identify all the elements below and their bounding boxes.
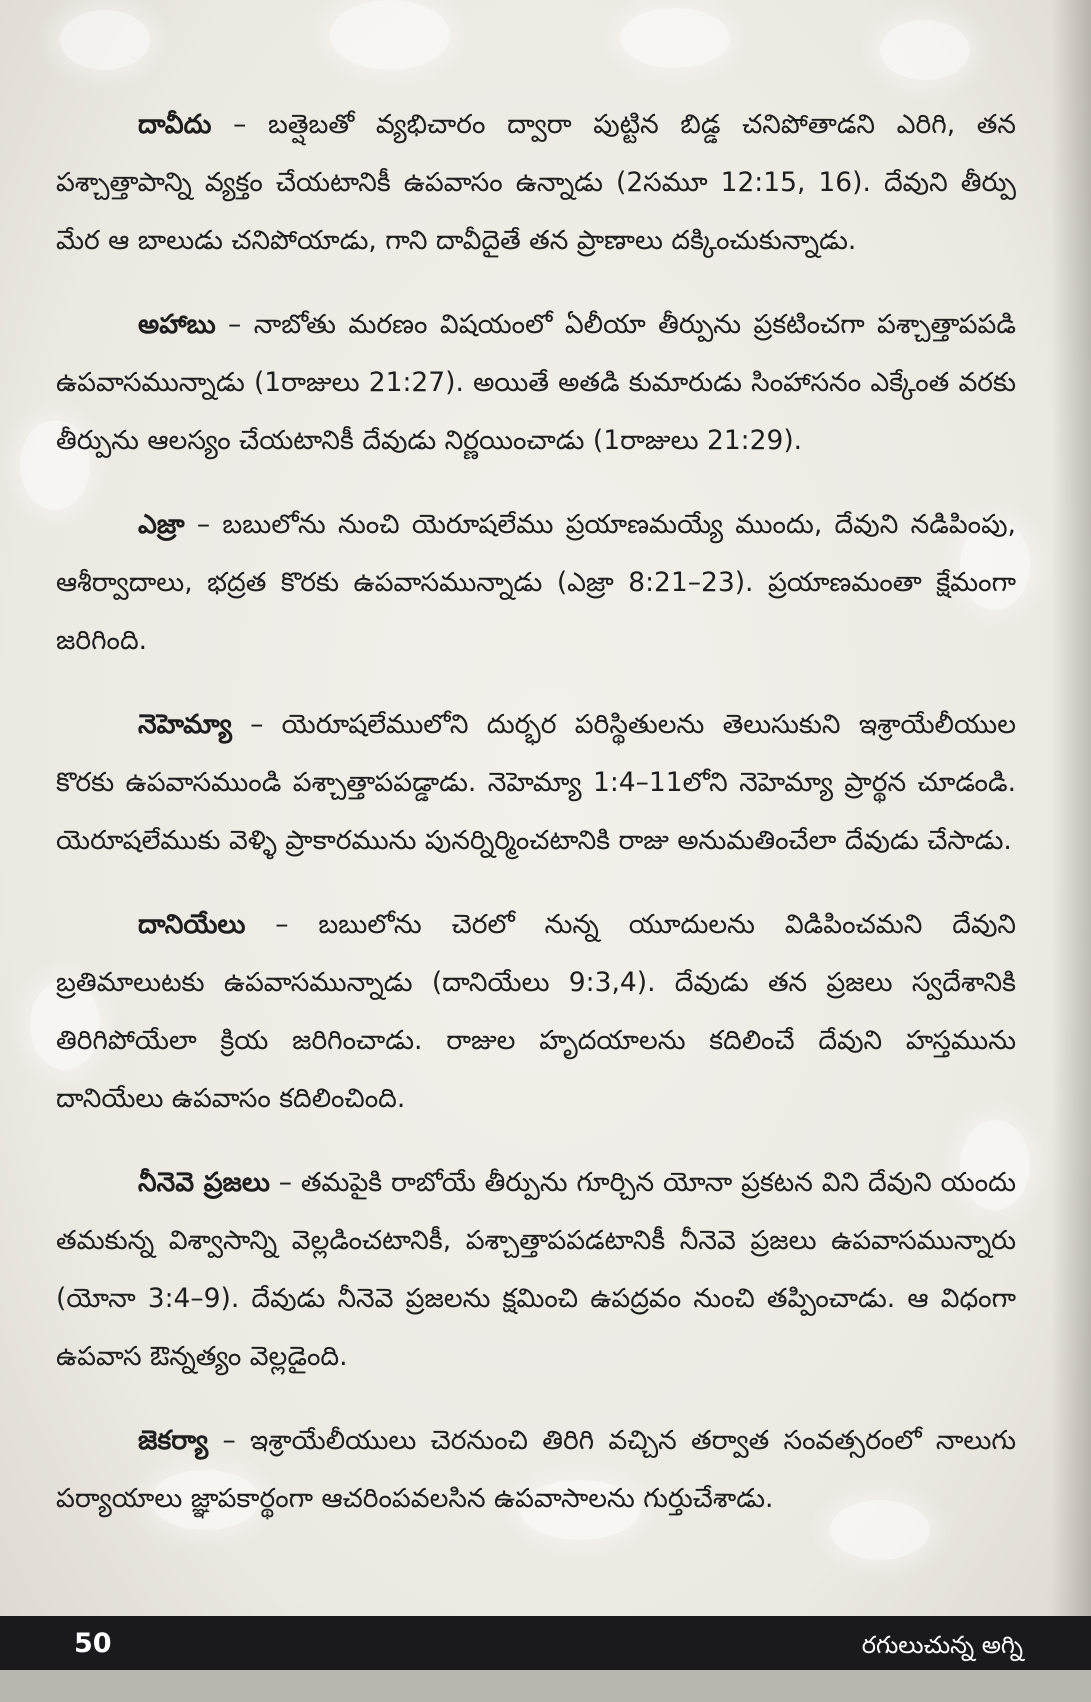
paragraph-heading: దానియేలు <box>138 909 246 940</box>
paragraph <box>56 496 1016 670</box>
paragraph <box>56 1154 1016 1386</box>
paragraph <box>56 1412 1016 1528</box>
paragraph-text: – యెరూషలేములోని దుర్భర పరిస్థితులను తెలుసుకుని ఇశ్రాయేలీయుల కొరకు ఉపవాసముండి పశ్చాత్తాపపడ్డాడు. నెహెమ్యా 1:4–11లోని నెహెమ్యా ప్రార్థన చూడండి. యెరూషలేముకు వెళ్ళి ప్రాకారమును పునర్నిర్మించటానికి రాజు అనుమతించేలా దేవుడు చేసాడు. <box>56 709 1016 856</box>
paragraph-text: – నాబోతు మరణం విషయంలో ఏలీయా తీర్పును ప్రకటించగా పశ్చాత్తాపపడి ఉపవాసమున్నాడు (1రాజులు 21:27). అయితే అతడి కుమారుడు సింహాసనం ఎక్కేంత వరకు తీర్పును ఆలస్యం చేయటానికీ దేవుడు నిర్ణయించాడు (1రాజులు 21:29). <box>56 309 1016 456</box>
book-title: రగులుచున్న అగ్ని <box>861 1631 1023 1659</box>
paragraph-text: – బబులోను నుంచి యెరూషలేము ప్రయాణమయ్యే ముందు, దేవుని నడిపింపు, ఆశీర్వాదాలు, భద్రత కొరకు ఉపవాసమున్నాడు (ఎజ్రా 8:21–23). ప్రయాణమంతా క్షేమంగా జరిగింది. <box>56 509 1016 656</box>
page-body <box>56 96 1016 1554</box>
paragraph-heading: నీనెవె ప్రజలు <box>138 1167 270 1198</box>
paragraph-heading: దావీదు <box>138 109 212 140</box>
paragraph <box>56 96 1016 270</box>
page-edge-shadow <box>1051 0 1091 1620</box>
bottom-page-strip <box>0 1670 1091 1702</box>
paragraph-heading: నెహెమ్యా <box>138 709 232 740</box>
paragraph-text: – తమపైకి రాబోయే తీర్పును గూర్చిన యోనా ప్రకటన విని దేవుని యందు తమకున్న విశ్వాసాన్ని వెల్లడించటానికీ, పశ్చాత్తాపపడటానికీ నీనెవె ప్రజలు ఉపవాసమున్నారు (యోనా 3:4–9). దేవుడు నీనెవె ప్రజలను క్షమించి ఉపద్రవం నుంచి తప్పించాడు. ఆ విధంగా ఉపవాస ఔన్నత్యం వెల్లడైంది. <box>56 1167 1016 1372</box>
paragraph-text: – బబులోను చెరలో నున్న యూదులను విడిపించమని దేవుని బ్రతిమాలుటకు ఉపవాసమున్నాడు (దానియేలు 9:3,4). దేవుడు తన ప్రజలు స్వదేశానికి తిరిగిపోయేలా క్రియ జరిగించాడు. రాజుల హృదయాలను కదిలించే దేవుని హస్తమును దానియేలు ఉపవాసం కదిలించింది. <box>56 909 1016 1114</box>
paragraph <box>56 696 1016 870</box>
paragraph <box>56 296 1016 470</box>
paragraph-text: – ఇశ్రాయేలీయులు చెరనుంచి తిరిగి వచ్చిన తర్వాత సంవత్సరంలో నాలుగు పర్యాయాలు జ్ఞాపకార్థంగా ఆచరింపవలసిన ఉపవాసాలను గుర్తుచేశాడు. <box>56 1425 1016 1514</box>
paragraph-heading: ఎజ్రా <box>138 509 185 540</box>
page-number: 50 <box>74 1628 112 1659</box>
paragraph-text: – బత్షెబతో వ్యభిచారం ద్వారా పుట్టిన బిడ్డ చనిపోతాడని ఎరిగి, తన పశ్చాత్తాపాన్ని వ్యక్తం చేయటానికీ ఉపవాసం ఉన్నాడు (2సమూ 12:15, 16). దేవుని తీర్పు మేర ఆ బాలుడు చనిపోయాడు, గాని దావీదైతే తన ప్రాణాలు దక్కించుకున్నాడు. <box>56 109 1016 256</box>
paragraph-heading: అహాబు <box>138 309 216 340</box>
paragraph-heading: జెకర్యా <box>138 1425 209 1456</box>
paragraph <box>56 896 1016 1128</box>
